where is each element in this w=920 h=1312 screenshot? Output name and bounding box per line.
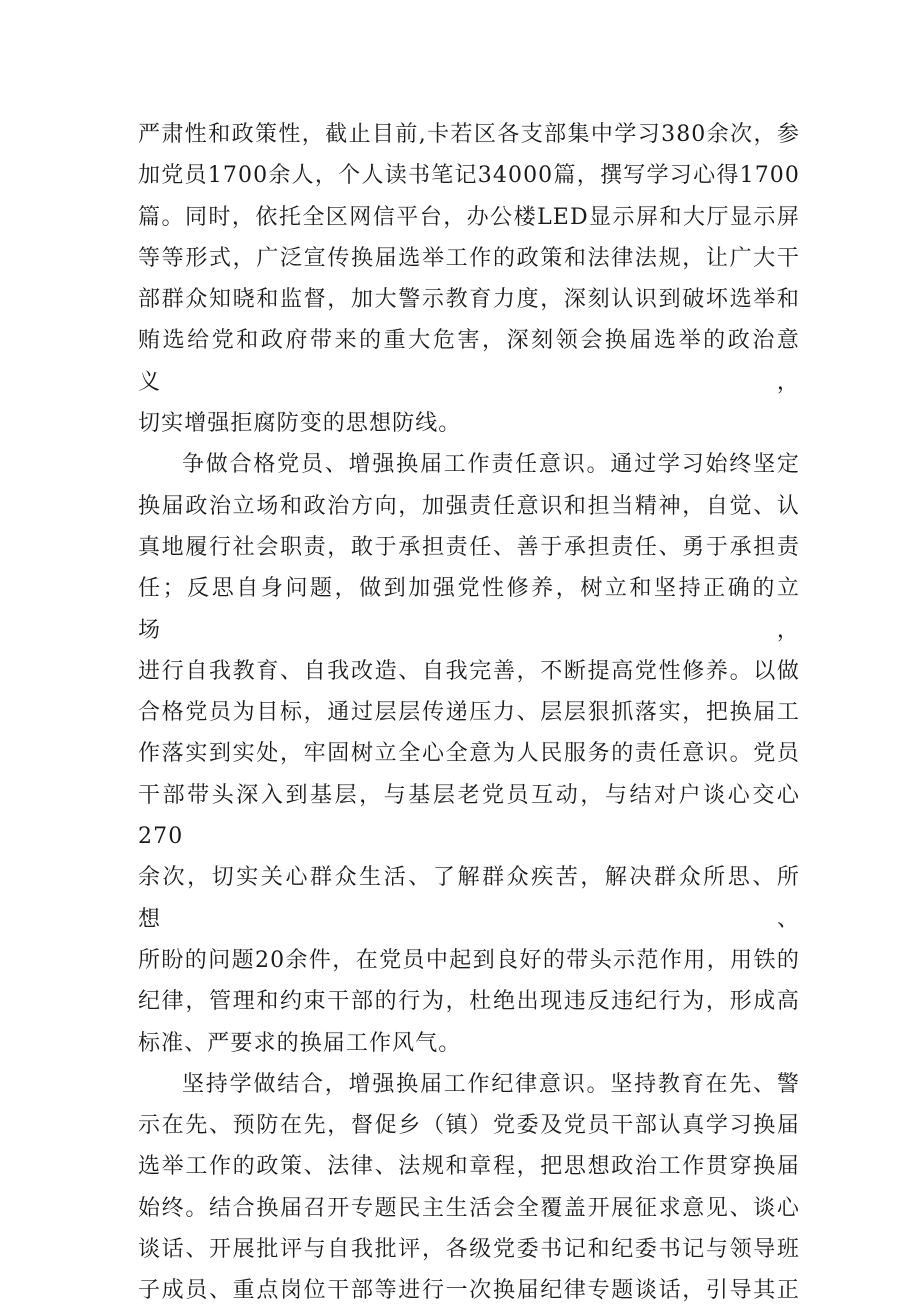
text-line: 切实增强拒腐防变的思想防线。 (138, 411, 462, 437)
text-line: 等等形式，广泛宣传换届选举工作的政策和法律法规，让广大干 (138, 245, 800, 271)
text-line: 作落实到实处，牢固树立全心全意为人民服务的责任意识。党员 (138, 741, 800, 767)
text-line: 标准、严要求的换届工作风气。 (138, 1030, 462, 1056)
body-text (138, 114, 800, 1312)
text-line: 示在先、预防在先，督促乡（镇）党委及党员干部认真学习换届 (138, 1113, 800, 1139)
text-line: 贿选给党和政府带来的重大危害，深刻领会换届选举的政治意义， (138, 328, 800, 395)
text-line: 加党员1700余人，个人读书笔记34000篇，撰写学习心得1700 (138, 163, 800, 189)
text-line: 子成员、重点岗位干部等进行一次换届纪律专题谈话，引导其正 (138, 1278, 800, 1304)
text-line: 纪律，管理和约束干部的行为，杜绝出现违反违纪行为，形成高 (138, 989, 800, 1015)
text-line: 余次，切实关心群众生活、了解群众疾苦，解决群众所思、所想、 (138, 865, 800, 932)
text-line: 进行自我教育、自我改造、自我完善，不断提高党性修养。以做 (138, 658, 800, 684)
text-line: 换届政治立场和政治方向，加强责任意识和担当精神，自觉、认 (138, 493, 800, 519)
text-line: 干部带头深入到基层，与基层老党员互动，与结对户谈心交心270 (138, 782, 800, 850)
text-line: 部群众知晓和监督，加大警示教育力度，深刻认识到破坏选举和 (138, 287, 800, 313)
paragraph-first-line: 争做合格党员、增强换届工作责任意识。通过学习始终坚定 (182, 452, 800, 478)
text-line: 所盼的问题20余件，在党员中起到良好的带头示范作用，用铁的 (138, 947, 800, 973)
text-line: 任；反思自身问题，做到加强党性修养，树立和坚持正确的立场， (138, 576, 800, 643)
text-line: 真地履行社会职责，敢于承担责任、善于承担责任、勇于承担责 (138, 534, 800, 560)
text-line: 篇。同时，依托全区网信平台，办公楼LED显示屏和大厅显示屏 (138, 204, 800, 230)
text-line: 选举工作的政策、法律、法规和章程，把思想政治工作贯穿换届 (138, 1154, 800, 1180)
text-line: 谈话、开展批评与自我批评，各级党委书记和纪委书记与领导班 (138, 1237, 800, 1263)
text-line: 始终。结合换届召开专题民主生活会全覆盖开展征求意见、谈心 (138, 1195, 800, 1221)
text-line: 严肃性和政策性，截止目前,卡若区各支部集中学习380余次，参 (138, 122, 800, 147)
text-line: 合格党员为目标，通过层层传递压力、层层狠抓落实，把换届工 (138, 700, 800, 726)
paragraph-first-line: 坚持学做结合，增强换届工作纪律意识。坚持教育在先、警 (182, 1071, 800, 1097)
